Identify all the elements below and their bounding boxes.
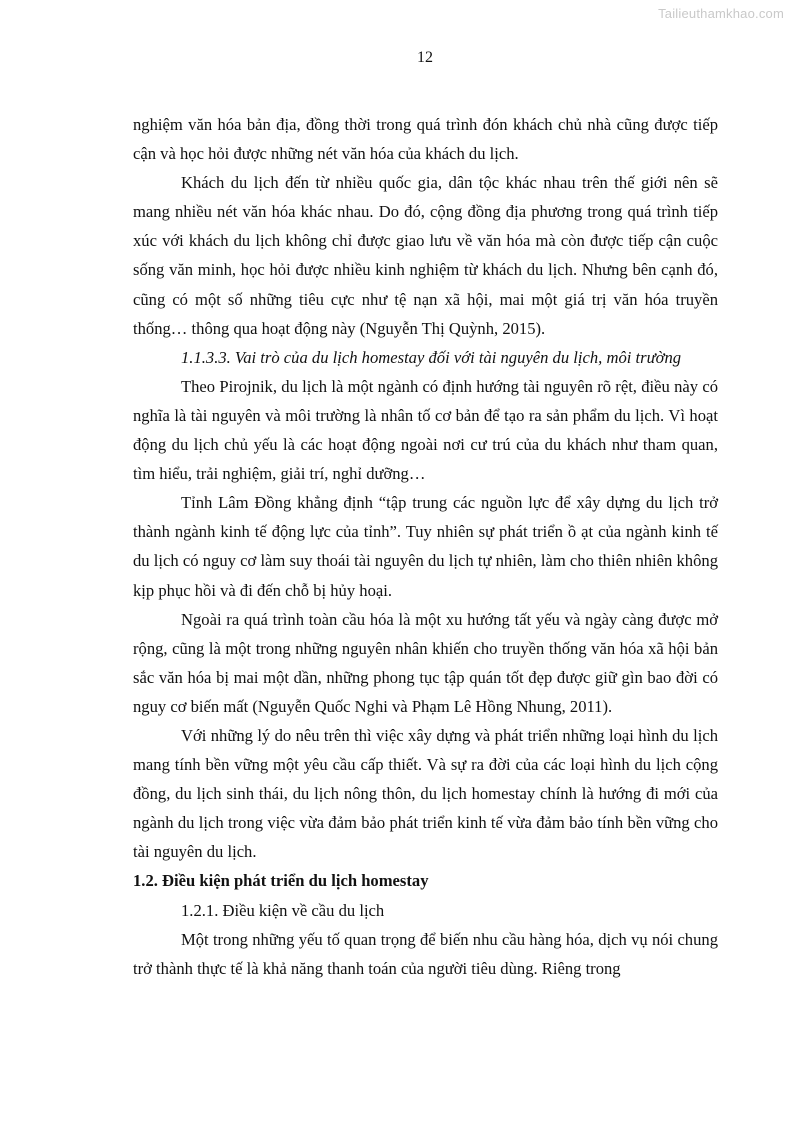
section-heading-italic: 1.1.3.3. Vai trò của du lịch homestay đối với tài nguyên du lịch, môi trường xyxy=(181,347,682,367)
document-body xyxy=(133,110,718,983)
section-heading: 1.2. Điều kiện phát triển du lịch homestay xyxy=(133,871,429,891)
page-number: 12 xyxy=(417,49,433,66)
paragraph: Một trong những yếu tố quan trọng để biến nhu cầu hàng hóa, dịch vụ nói chung trở thành thực tế là khả năng thanh toán của người tiêu dùng. Riêng trong xyxy=(133,929,718,978)
paragraph: Khách du lịch đến từ nhiều quốc gia, dân tộc khác nhau trên thế giới nên sẽ mang nhiều nét văn hóa khác nhau. Do đó, cộng đồng địa phương trong quá trình tiếp xúc với khách du lịch không chỉ được giao lưu về văn hóa mà còn được tiếp cận cuộc sống văn minh, học hỏi được nhiều kinh nghiệm từ khách du lịch. Nhưng bên cạnh đó, cũng có một số những tiêu cực như tệ nạn xã hội, mai một giá trị văn hóa truyền thống… thông qua hoạt động này (Nguyễn Thị Quỳnh, 2015). xyxy=(133,173,718,338)
paragraph: Ngoài ra quá trình toàn cầu hóa là một xu hướng tất yếu và ngày càng được mở rộng, cũng là một trong những nguyên nhân khiến cho truyền thống văn hóa xã hội bản sắc văn hóa bị mai một dần, những phong tục tập quán tốt đẹp được giữ gìn bao đời có nguy cơ biến mất (Nguyễn Quốc Nghi và Phạm Lê Hồng Nhung, 2011). xyxy=(133,609,718,716)
watermark-text: Tailieuthamkhao.com xyxy=(658,6,784,21)
subsection-heading: 1.2.1. Điều kiện về cầu du lịch xyxy=(181,900,385,920)
paragraph: Tỉnh Lâm Đồng khẳng định “tập trung các nguồn lực để xây dựng du lịch trở thành ngành kinh tế động lực của tỉnh”. Tuy nhiên sự phát triển ồ ạt của ngành kinh tế du lịch có nguy cơ làm suy thoái tài nguyên du lịch tự nhiên, làm cho thiên nhiên không kịp phục hồi và đi đến chỗ bị hủy hoại. xyxy=(133,493,718,600)
paragraph: Với những lý do nêu trên thì việc xây dựng và phát triển những loại hình du lịch mang tính bền vững một yêu cầu cấp thiết. Và sự ra đời của các loại hình du lịch cộng đồng, du lịch sinh thái, du lịch nông thôn, du lịch homestay chính là hướng đi mới của ngành du lịch trong việc vừa đảm bảo phát triển kinh tế vừa đảm bảo tính bền vững cho tài nguyên du lịch. xyxy=(133,725,718,862)
paragraph: nghiệm văn hóa bản địa, đồng thời trong quá trình đón khách chủ nhà cũng được tiếp cận và học hỏi được những nét văn hóa của khách du lịch. xyxy=(133,115,718,164)
paragraph: Theo Pirojnik, du lịch là một ngành có định hướng tài nguyên rõ rệt, điều này có nghĩa là tài nguyên và môi trường là nhân tố cơ bản để tạo ra sản phẩm du lịch. Vì hoạt động du lịch chủ yếu là các hoạt động ngoài nơi cư trú của du khách như tham quan, tìm hiểu, trải nghiệm, giải trí, nghỉ dưỡng… xyxy=(133,376,718,484)
